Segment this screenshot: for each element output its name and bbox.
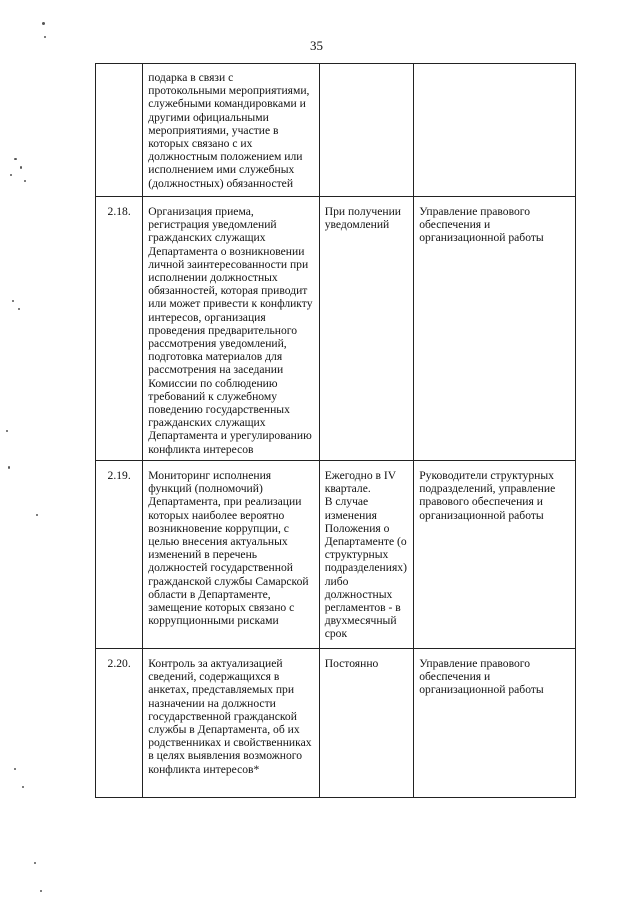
- scan-speck: [34, 862, 36, 864]
- item-number-cell: [96, 64, 143, 197]
- action-cell: Контроль за актуализацией сведений, содержащихся в анкетах, представляемых при назначении на должности государственной гражданской службы в Департамента, об их родственниках и свойственниках в целях выявления возможного конфликта интересов*: [143, 649, 319, 798]
- scan-speck: [18, 308, 20, 310]
- table-row: [96, 649, 576, 798]
- scan-speck: [44, 36, 46, 38]
- term-cell: Ежегодно в IV квартале. В случае изменения Положения о Департаменте (о структурных подразделениях) либо должностных регламентов - в двухмесячный срок: [319, 461, 414, 649]
- scan-speck: [22, 786, 24, 788]
- term-cell: [319, 64, 414, 197]
- scan-speck: [14, 158, 17, 160]
- scan-speck: [40, 890, 42, 892]
- table-row: [96, 461, 576, 649]
- action-cell: Организация приема, регистрация уведомлений гражданских служащих Департамента о возникновении личной заинтересованности при исполнении должностных обязанностей, которая приводит или может привести к конфликту интересов, организация проведения предварительного рассмотрения уведомлений, подготовка материалов для рассмотрения на заседании Комиссии по соблюдению требований к служебному поведению государственных гражданских служащих Департамента и урегулированию конфликта интересов: [143, 197, 319, 461]
- scan-speck: [36, 514, 38, 516]
- table-row: [96, 64, 576, 197]
- scan-speck: [20, 166, 22, 169]
- scan-speck: [42, 22, 45, 25]
- action-cell: подарка в связи с протокольными мероприятиями, служебными командировками и другими официальными мероприятиями, участие в которых связано с их должностным положением или исполнением ими служебных (должностных) обязанностей: [143, 64, 319, 197]
- item-number-cell: 2.18.: [96, 197, 143, 461]
- measures-table: [95, 63, 576, 798]
- scan-speck: [6, 430, 8, 432]
- scan-speck: [14, 768, 16, 770]
- table-row: [96, 197, 576, 461]
- scan-speck: [12, 300, 14, 302]
- term-cell: При получении уведомлений: [319, 197, 414, 461]
- page-number: 35: [310, 38, 323, 53]
- item-number-cell: 2.19.: [96, 461, 143, 649]
- scan-speck: [8, 466, 10, 469]
- responsible-cell: Управление правового обеспечения и организационной работы: [414, 649, 576, 798]
- responsible-cell: Руководители структурных подразделений, управление правового обеспечения и организационной работы: [414, 461, 576, 649]
- action-cell: Мониторинг исполнения функций (полномочий) Департамента, при реализации которых наиболее вероятно возникновение коррупции, с целью внесения актуальных изменений в перечень должностей государственной гражданской службы Самарской области в Департаменте, замещение которых связано с коррупционными рисками: [143, 461, 319, 649]
- term-cell: Постоянно: [319, 649, 414, 798]
- responsible-cell: Управление правового обеспечения и организационной работы: [414, 197, 576, 461]
- item-number-cell: 2.20.: [96, 649, 143, 798]
- scan-speck: [10, 174, 12, 176]
- responsible-cell: [414, 64, 576, 197]
- scan-speck: [24, 180, 26, 182]
